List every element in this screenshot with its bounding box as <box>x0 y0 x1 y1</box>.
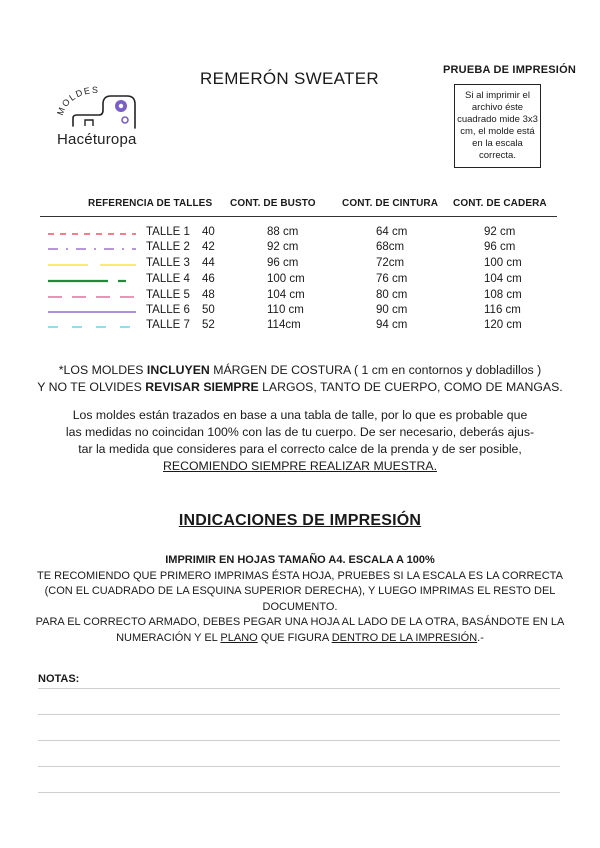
busto-value: 110 cm <box>267 304 304 316</box>
logo-arc-text: MOLDES <box>55 84 100 117</box>
notes-line <box>38 714 560 715</box>
line-sample-talle-4 <box>48 279 136 283</box>
line-sample-talle-6 <box>48 310 136 314</box>
instruction-text: .- <box>477 631 484 644</box>
size-label: TALLE 1 <box>146 226 190 238</box>
line-sample-talle-1 <box>48 232 136 236</box>
cadera-value: 108 cm <box>484 289 522 301</box>
table-row <box>0 257 600 272</box>
print-test-box <box>454 84 541 168</box>
cintura-value: 90 cm <box>376 304 408 316</box>
note-recommendation: RECOMIENDO SIEMPRE REALIZAR MUESTRA. <box>163 459 437 473</box>
line-sample-talle-3 <box>48 263 136 267</box>
note-line: Los moldes están trazados en base a una tabla de talle, por lo que es probable que <box>72 408 528 422</box>
table-row <box>0 289 600 304</box>
page-title: REMERÓN SWEATER <box>200 69 379 88</box>
busto-value: 92 cm <box>267 241 299 253</box>
note-emphasis: REVISAR SIEMPRE <box>145 380 259 394</box>
line-sample-talle-5 <box>48 295 136 299</box>
header-busto: CONT. DE BUSTO <box>230 198 316 209</box>
cadera-value: 100 cm <box>484 257 522 269</box>
note-emphasis: INCLUYEN <box>146 363 210 377</box>
print-instructions <box>0 553 600 647</box>
size-number: 42 <box>202 241 215 253</box>
size-number: 44 <box>202 257 215 269</box>
size-table-note <box>0 407 600 475</box>
size-number: 52 <box>202 319 215 331</box>
size-label: TALLE 2 <box>146 241 190 253</box>
instruction-line: DOCUMENTO. <box>262 600 338 613</box>
table-row <box>0 319 600 334</box>
table-divider <box>40 216 557 217</box>
notes-line <box>38 688 560 689</box>
cadera-value: 104 cm <box>484 273 522 285</box>
section-title: INDICACIONES DE IMPRESIÓN <box>178 512 422 529</box>
line-sample-talle-2 <box>48 247 136 251</box>
busto-value: 100 cm <box>267 273 305 285</box>
note-text: *LOS MOLDES <box>58 363 147 377</box>
note-line: tar la medida que consideres para el correcto calce de la prenda y de ser posible, <box>78 442 522 456</box>
logo-wordmark: Hacéturopa <box>57 131 137 148</box>
table-row <box>0 304 600 319</box>
size-label: TALLE 3 <box>146 257 190 269</box>
note-text: MÁRGEN DE COSTURA ( 1 cm en contornos y dobladillos ) <box>209 363 542 377</box>
cadera-value: 96 cm <box>484 241 516 253</box>
instruction-line: PARA EL CORRECTO ARMADO, DEBES PEGAR UNA HOJA AL LADO DE LA OTRA, BASÁNDOTE EN LA <box>35 616 565 629</box>
instruction-bold: IMPRIMIR EN HOJAS TAMAÑO A4. ESCALA A 100% <box>165 554 435 566</box>
cintura-value: 72cm <box>376 257 405 269</box>
line-sample-talle-7 <box>48 325 136 329</box>
size-label: TALLE 7 <box>146 319 190 331</box>
print-test-title: PRUEBA DE IMPRESIÓN <box>443 64 576 76</box>
busto-value: 114cm <box>267 319 301 331</box>
cadera-value: 120 cm <box>484 319 522 331</box>
note-line: las medidas no coincidan 100% con las de tu cuerpo. De ser necesario, deberás ajus- <box>65 425 535 439</box>
seam-allowance-note <box>0 362 600 396</box>
cintura-value: 80 cm <box>376 289 408 301</box>
size-label: TALLE 5 <box>146 289 190 301</box>
cintura-value: 76 cm <box>376 273 408 285</box>
size-number: 48 <box>202 289 215 301</box>
busto-value: 104 cm <box>267 289 305 301</box>
note-text: LARGOS, TANTO DE CUERPO, COMO DE MANGAS. <box>258 380 563 394</box>
instruction-underlined: DENTRO DE LA IMPRESIÓN <box>331 631 478 644</box>
table-row <box>0 273 600 288</box>
notes-line <box>38 740 560 741</box>
print-test-text: Si al imprimir el archivo éste cuadrado mide 3x3 cm, el molde está en la escala correcta. <box>457 90 538 161</box>
size-label: TALLE 6 <box>146 304 190 316</box>
header-referencia: REFERENCIA DE TALLES <box>88 198 213 209</box>
busto-value: 88 cm <box>267 226 299 238</box>
note-text: Y NO TE OLVIDES <box>37 380 146 394</box>
size-label: TALLE 4 <box>146 273 190 285</box>
cadera-value: 116 cm <box>484 304 521 316</box>
cintura-value: 94 cm <box>376 319 408 331</box>
table-row <box>0 226 600 241</box>
size-number: 46 <box>202 273 215 285</box>
cintura-value: 68cm <box>376 241 405 253</box>
size-number: 40 <box>202 226 215 238</box>
size-number: 50 <box>202 304 215 316</box>
notes-line <box>38 792 560 793</box>
busto-value: 96 cm <box>267 257 299 269</box>
instruction-text: NUMERACIÓN Y EL <box>116 631 221 644</box>
cintura-value: 64 cm <box>376 226 408 238</box>
header-cintura: CONT. DE CINTURA <box>342 198 439 209</box>
instruction-text: QUE FIGURA <box>257 631 332 644</box>
cadera-value: 92 cm <box>484 226 516 238</box>
notes-line <box>38 766 560 767</box>
notes-label: NOTAS: <box>38 673 80 685</box>
instruction-line: TE RECOMIENDO QUE PRIMERO IMPRIMAS ÉSTA HOJA, PRUEBES SI LA ESCALA ES LA CORRECTA <box>37 569 563 582</box>
table-row <box>0 241 600 256</box>
instruction-underlined: PLANO <box>220 631 258 644</box>
header-cadera: CONT. DE CADERA <box>453 198 547 209</box>
instruction-line: (CON EL CUADRADO DE LA ESQUINA SUPERIOR DERECHA), Y LUEGO IMPRIMAS EL RESTO DEL <box>44 585 556 598</box>
